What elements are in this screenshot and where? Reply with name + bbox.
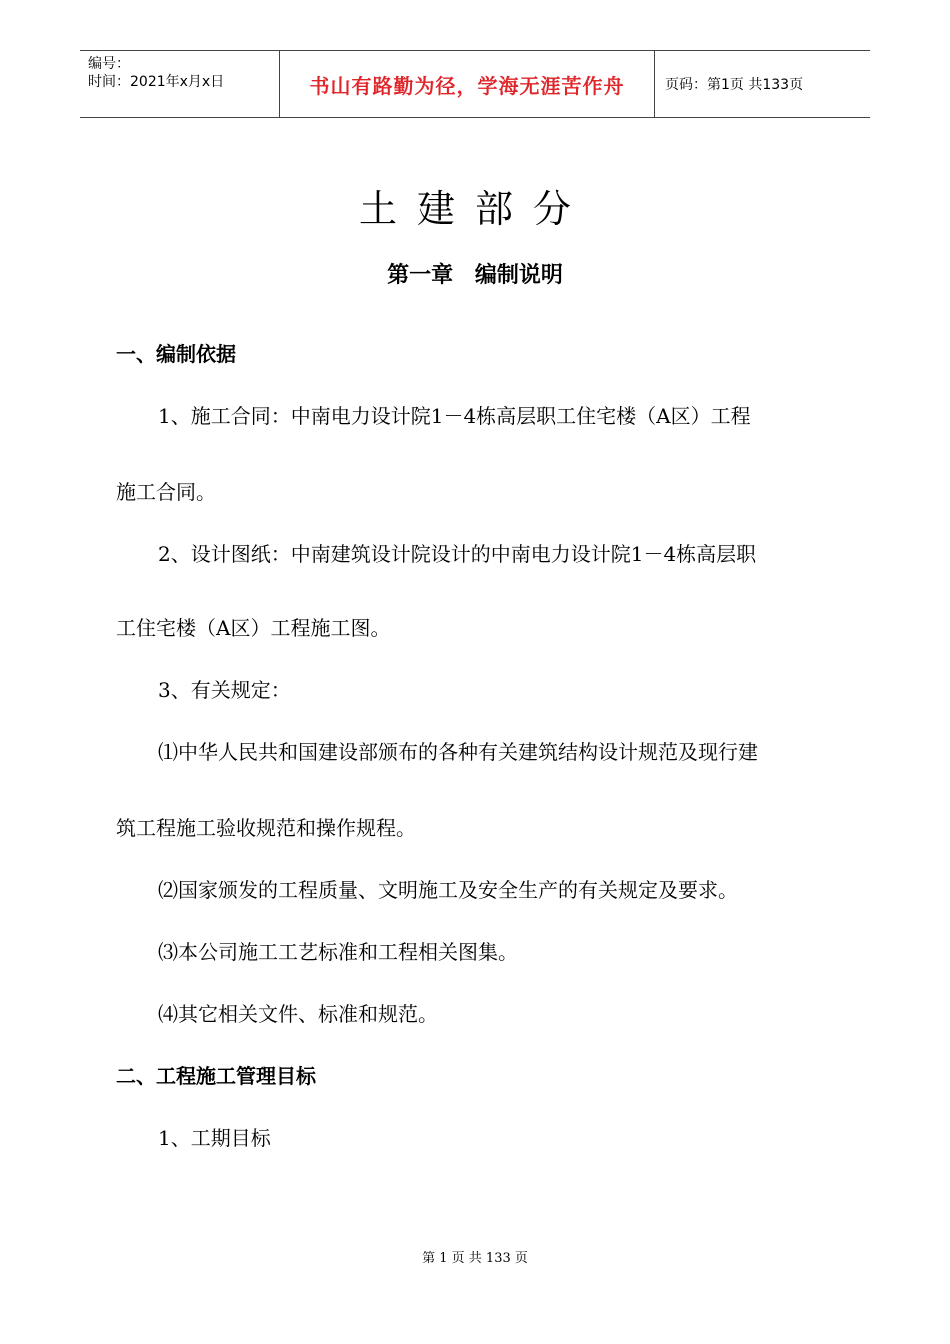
paragraph-line: 筑工程施工验收规范和操作规程。 xyxy=(116,816,416,840)
header-meta xyxy=(80,51,280,117)
page-footer: 第 1 页 共 133 页 xyxy=(422,1251,528,1266)
paragraph-line: ⑵国家颁发的工程质量、文明施工及安全生产的有关规定及要求。 xyxy=(158,878,738,902)
header-page-info: 页码：第1页 共133页 xyxy=(665,77,804,93)
paragraph-line: ⑶本公司施工工艺标准和工程相关图集。 xyxy=(158,940,518,964)
paragraph-line: 2、设计图纸：中南建筑设计院设计的中南电力设计院1－4栋高层职 xyxy=(158,542,757,566)
paragraph-line: ⑷其它相关文件、标准和规范。 xyxy=(158,1002,438,1026)
paragraph-line: 1、工期目标 xyxy=(158,1126,271,1150)
paragraph-line: 3、有关规定： xyxy=(158,678,291,702)
header-motto: 书山有路勤为径，学海无涯苦作舟 xyxy=(309,73,625,98)
paragraph-line: 施工合同。 xyxy=(116,480,216,504)
header-motto-cell xyxy=(280,51,655,117)
paragraph-line: 1、施工合同：中南电力设计院1－4栋高层职工住宅楼（A区）工程 xyxy=(158,404,751,428)
paragraph-line: ⑴中华人民共和国建设部颁布的各种有关建筑结构设计规范及现行建 xyxy=(158,740,758,764)
page-header xyxy=(80,50,870,118)
section-heading-2: 二、工程施工管理目标 xyxy=(116,1064,316,1088)
chapter-heading: 第一章 编制说明 xyxy=(387,263,563,288)
document-title: 土建部分 xyxy=(358,187,591,231)
document-number-label: 编号： xyxy=(88,56,130,72)
document-time-label: 时间：2021年x月x日 xyxy=(88,74,225,90)
paragraph-line: 工住宅楼（A区）工程施工图。 xyxy=(116,616,391,640)
section-heading-1: 一、编制依据 xyxy=(116,342,236,366)
